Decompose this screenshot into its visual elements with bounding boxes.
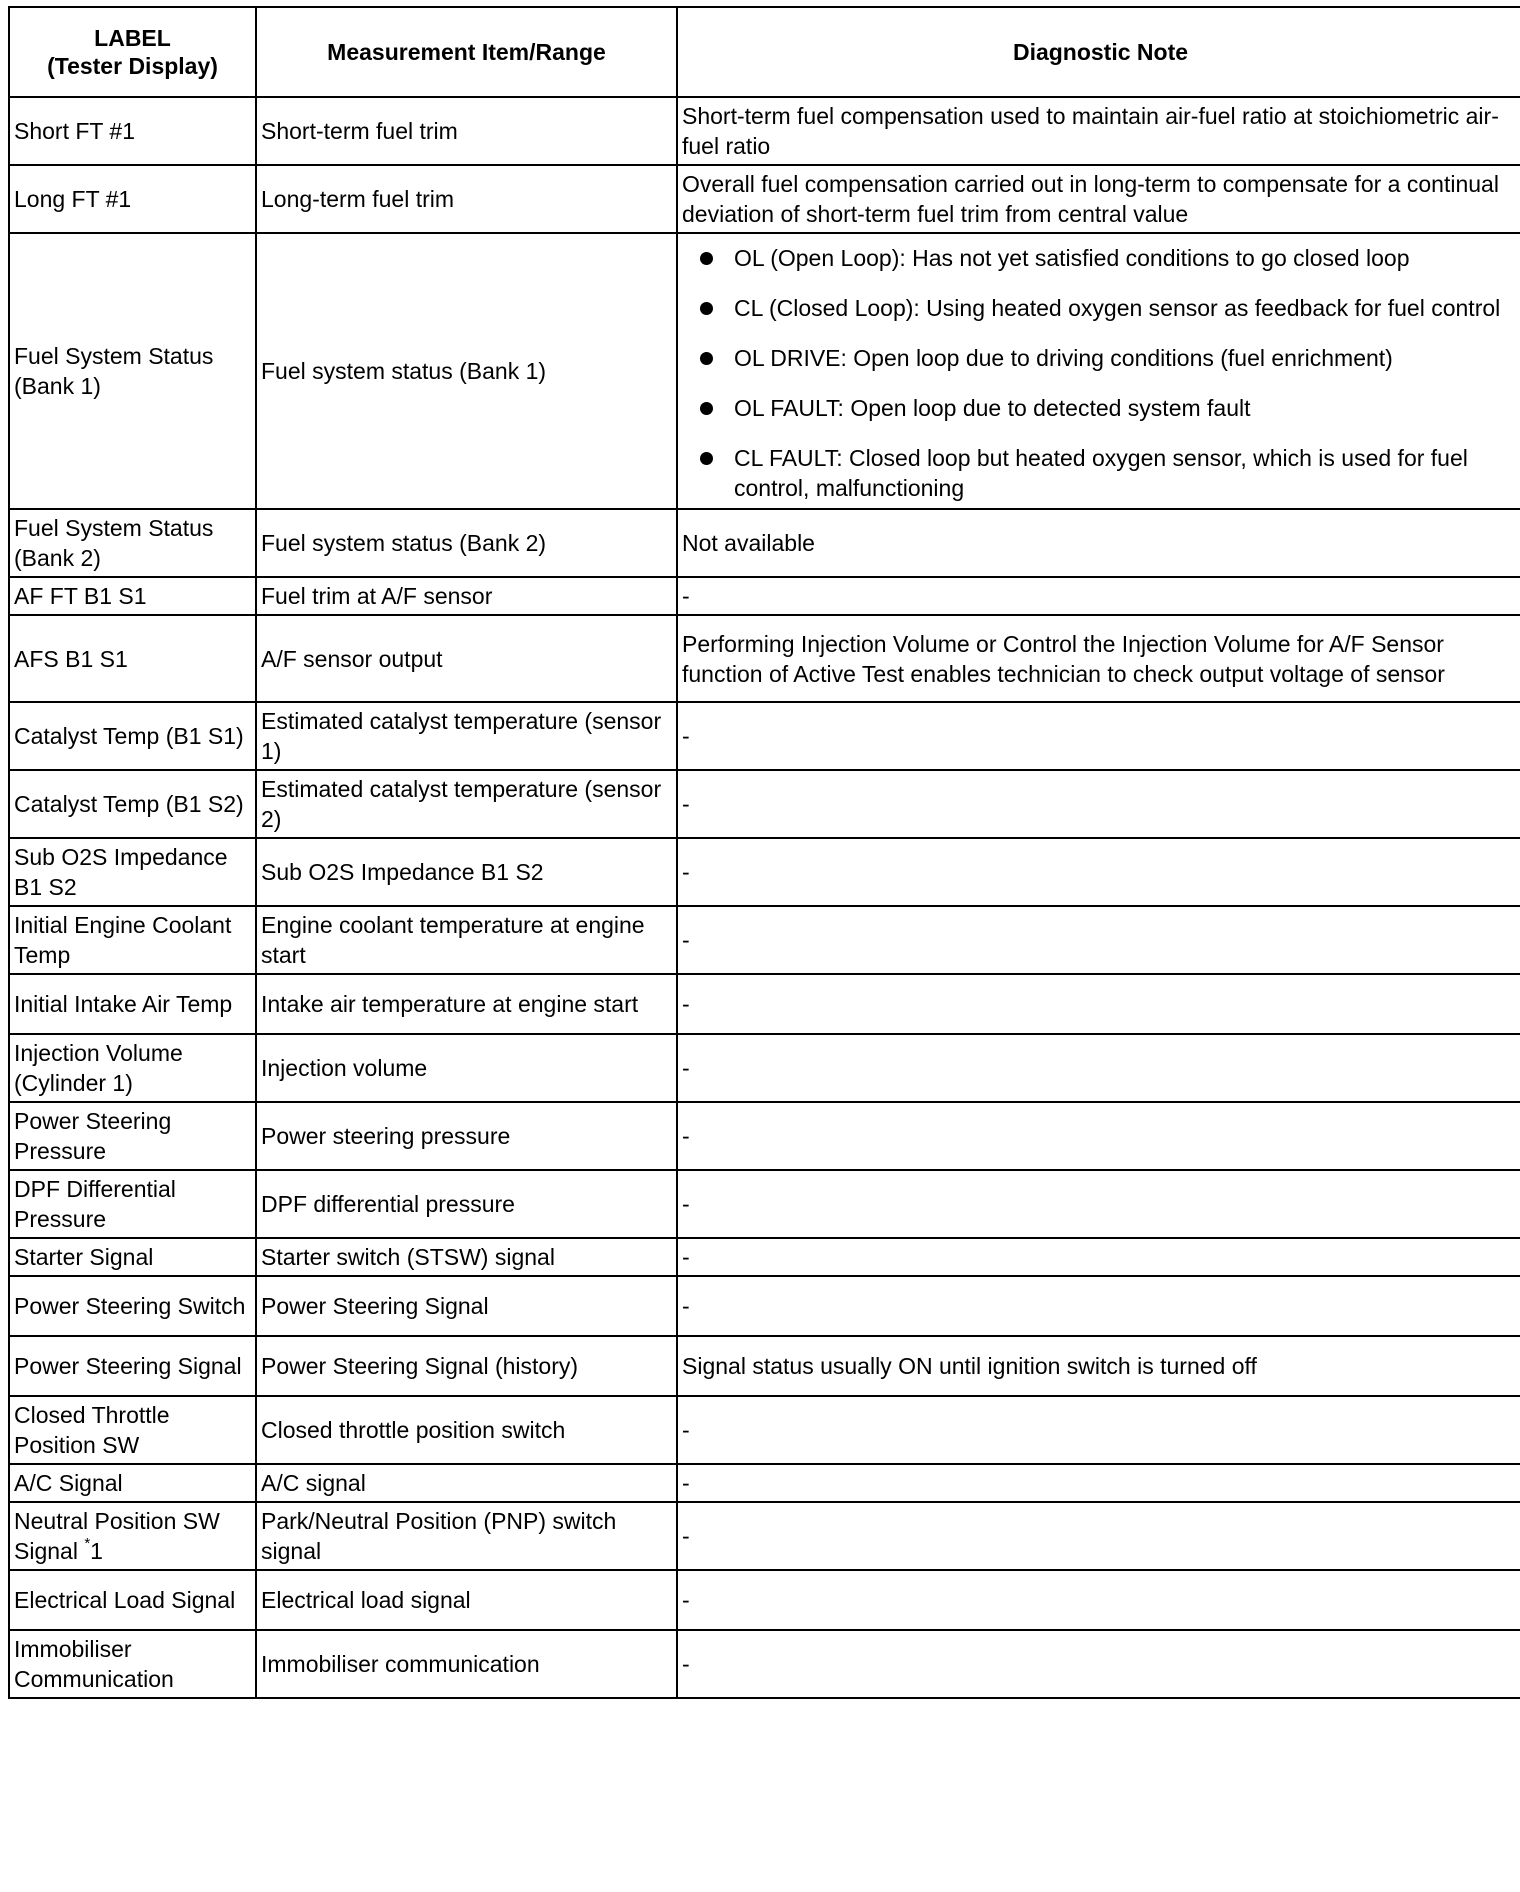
label-text: Short FT #1 [14, 118, 136, 144]
bullet-dot-icon [700, 302, 713, 315]
cell-diagnostic-note: - [677, 1238, 1520, 1276]
cell-measurement-item: Sub O2S Impedance B1 S2 [256, 838, 677, 906]
cell-label [9, 1502, 256, 1570]
cell-label [9, 1630, 256, 1698]
table-row [9, 1102, 1520, 1170]
cell-measurement-item: Engine coolant temperature at engine start [256, 906, 677, 974]
cell-label [9, 1034, 256, 1102]
cell-measurement-item: Injection volume [256, 1034, 677, 1102]
bullet-dot-icon [700, 352, 713, 365]
label-text: Catalyst Temp (B1 S2) [14, 791, 244, 817]
table-row [9, 577, 1520, 615]
table-row [9, 165, 1520, 233]
table-row [9, 1396, 1520, 1464]
cell-measurement-item: DPF differential pressure [256, 1170, 677, 1238]
cell-label [9, 1276, 256, 1336]
table-row [9, 974, 1520, 1034]
note-bullet-item [700, 393, 1519, 423]
table-row [9, 1502, 1520, 1570]
cell-measurement-item: Immobiliser communication [256, 1630, 677, 1698]
label-text: Long FT #1 [14, 186, 132, 212]
cell-diagnostic-note: - [677, 1464, 1520, 1502]
note-bullet-text: OL (Open Loop): Has not yet satisfied conditions to go closed loop [734, 245, 1410, 271]
header-diagnostic: Diagnostic Note [677, 7, 1520, 97]
cell-diagnostic-note: - [677, 702, 1520, 770]
cell-diagnostic-note: - [677, 770, 1520, 838]
cell-diagnostic-note: - [677, 838, 1520, 906]
cell-diagnostic-note: Overall fuel compensation carried out in long-term to compensate for a continual deviation of short-term fuel trim from central value [677, 165, 1520, 233]
label-text: Immobiliser Communication [14, 1636, 174, 1692]
table-row [9, 509, 1520, 577]
label-text: AF FT B1 S1 [14, 583, 147, 609]
table-row [9, 1034, 1520, 1102]
cell-diagnostic-note: - [677, 1396, 1520, 1464]
note-bullet-item [700, 293, 1519, 323]
label-text: DPF Differential Pressure [14, 1176, 176, 1232]
table-row [9, 1170, 1520, 1238]
cell-diagnostic-note: - [677, 1630, 1520, 1698]
label-text: A/C Signal [14, 1470, 123, 1496]
cell-diagnostic-note: - [677, 1170, 1520, 1238]
bullet-dot-icon [700, 402, 713, 415]
cell-diagnostic-note: Short-term fuel compensation used to maintain air-fuel ratio at stoichiometric air-fuel ratio [677, 97, 1520, 165]
header-measurement: Measurement Item/Range [256, 7, 677, 97]
label-text: Initial Intake Air Temp [14, 991, 233, 1017]
label-text: Catalyst Temp (B1 S1) [14, 723, 244, 749]
table-row [9, 97, 1520, 165]
cell-label [9, 165, 256, 233]
table-row [9, 1238, 1520, 1276]
cell-label [9, 1170, 256, 1238]
bullet-dot-icon [700, 452, 713, 465]
cell-diagnostic-note: Performing Injection Volume or Control the Injection Volume for A/F Sensor function of Active Test enables technician to check output voltage of sensor [677, 615, 1520, 702]
cell-diagnostic-note: - [677, 1276, 1520, 1336]
cell-measurement-item: Estimated catalyst temperature (sensor 1) [256, 702, 677, 770]
table-row [9, 1630, 1520, 1698]
label-text: Power Steering Switch [14, 1293, 246, 1319]
cell-label [9, 838, 256, 906]
table-row [9, 1570, 1520, 1630]
label-text: Power Steering Pressure [14, 1108, 172, 1164]
cell-label [9, 702, 256, 770]
cell-measurement-item: Fuel trim at A/F sensor [256, 577, 677, 615]
cell-measurement-item: Power Steering Signal [256, 1276, 677, 1336]
cell-label [9, 1102, 256, 1170]
cell-measurement-item: Electrical load signal [256, 1570, 677, 1630]
note-bullet-item [700, 243, 1519, 273]
cell-label [9, 1336, 256, 1396]
cell-label [9, 1396, 256, 1464]
note-bullet-item [700, 443, 1519, 503]
cell-label [9, 1570, 256, 1630]
spec-sheet [8, 6, 1520, 1699]
note-bullet-item [700, 343, 1519, 373]
cell-diagnostic-note: - [677, 577, 1520, 615]
cell-measurement-item: Intake air temperature at engine start [256, 974, 677, 1034]
cell-diagnostic-note: - [677, 1102, 1520, 1170]
cell-label [9, 1238, 256, 1276]
table-row [9, 702, 1520, 770]
cell-diagnostic-note: - [677, 1570, 1520, 1630]
cell-diagnostic-note: - [677, 974, 1520, 1034]
header-label-line2: (Tester Display) [47, 53, 218, 79]
bullet-dot-icon [700, 252, 713, 265]
cell-label [9, 615, 256, 702]
cell-label [9, 906, 256, 974]
cell-measurement-item: Power steering pressure [256, 1102, 677, 1170]
cell-diagnostic-note: Not available [677, 509, 1520, 577]
header-label-line1: LABEL [94, 25, 171, 51]
label-text: Sub O2S Impedance B1 S2 [14, 844, 228, 900]
note-bullet-text: CL (Closed Loop): Using heated oxygen sensor as feedback for fuel control [734, 295, 1501, 321]
cell-measurement-item: Power Steering Signal (history) [256, 1336, 677, 1396]
note-bullet-list [682, 243, 1519, 503]
cell-measurement-item: Fuel system status (Bank 1) [256, 233, 677, 509]
data-list-table [8, 6, 1520, 1699]
cell-label [9, 577, 256, 615]
label-text: Closed Throttle Position SW [14, 1402, 170, 1458]
table-row [9, 838, 1520, 906]
footnote-number: 1 [90, 1538, 103, 1564]
label-text: Fuel System Status (Bank 2) [14, 515, 214, 571]
note-bullet-text: OL DRIVE: Open loop due to driving conditions (fuel enrichment) [734, 345, 1393, 371]
cell-label [9, 97, 256, 165]
cell-diagnostic-note: - [677, 1502, 1520, 1570]
cell-measurement-item: A/C signal [256, 1464, 677, 1502]
cell-measurement-item: Park/Neutral Position (PNP) switch signal [256, 1502, 677, 1570]
table-row [9, 906, 1520, 974]
cell-measurement-item: Estimated catalyst temperature (sensor 2) [256, 770, 677, 838]
cell-label [9, 509, 256, 577]
cell-label [9, 233, 256, 509]
footnote-marker: * [84, 1535, 91, 1552]
table-body [9, 97, 1520, 1698]
label-text: Initial Engine Coolant Temp [14, 912, 232, 968]
cell-label [9, 1464, 256, 1502]
cell-diagnostic-note: - [677, 1034, 1520, 1102]
table-row [9, 233, 1520, 509]
table-header-row [9, 7, 1520, 97]
label-text: Injection Volume (Cylinder 1) [14, 1040, 183, 1096]
label-text: Neutral Position SW Signal [14, 1508, 220, 1564]
table-row [9, 615, 1520, 702]
cell-diagnostic-note [677, 233, 1520, 509]
label-text: Electrical Load Signal [14, 1587, 236, 1613]
label-text: AFS B1 S1 [14, 645, 128, 672]
table-row [9, 1464, 1520, 1502]
cell-measurement-item: Short-term fuel trim [256, 97, 677, 165]
cell-measurement-item: Starter switch (STSW) signal [256, 1238, 677, 1276]
cell-measurement-item: Fuel system status (Bank 2) [256, 509, 677, 577]
cell-diagnostic-note: Signal status usually ON until ignition switch is turned off [677, 1336, 1520, 1396]
cell-measurement-item: A/F sensor output [256, 615, 677, 702]
table-row [9, 770, 1520, 838]
note-bullet-text: CL FAULT: Closed loop but heated oxygen sensor, which is used for fuel control, malfunctioning [734, 445, 1468, 501]
table-row [9, 1276, 1520, 1336]
note-bullet-text: OL FAULT: Open loop due to detected system fault [734, 395, 1251, 421]
cell-measurement-item: Long-term fuel trim [256, 165, 677, 233]
label-text: Fuel System Status (Bank 1) [14, 343, 214, 399]
label-text: Starter Signal [14, 1244, 154, 1270]
cell-measurement-item: Closed throttle position switch [256, 1396, 677, 1464]
header-label [9, 7, 256, 97]
cell-label [9, 770, 256, 838]
label-text: Power Steering Signal [14, 1353, 242, 1379]
cell-label [9, 974, 256, 1034]
cell-diagnostic-note: - [677, 906, 1520, 974]
table-row [9, 1336, 1520, 1396]
